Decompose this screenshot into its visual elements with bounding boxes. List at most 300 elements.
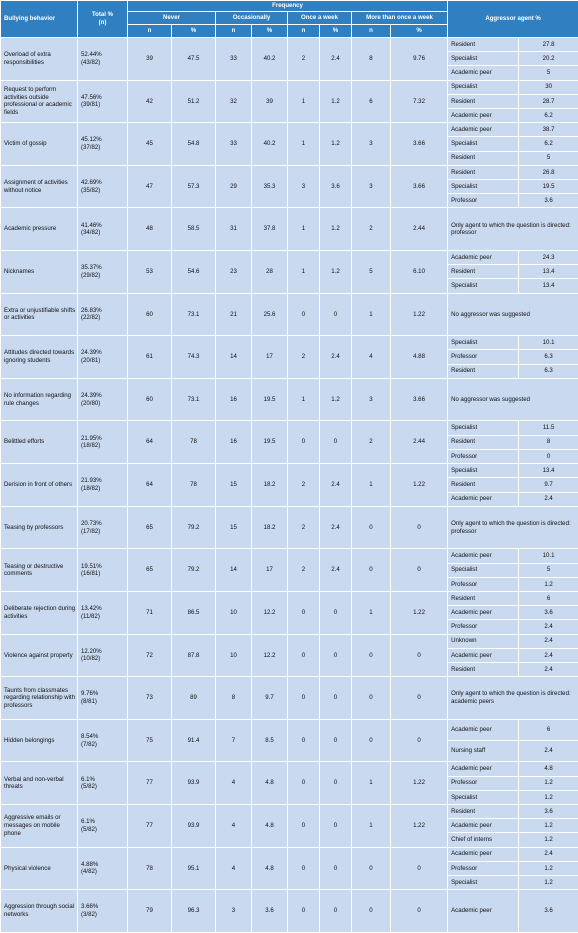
agent-name: Professor	[448, 861, 519, 875]
header-mw-pct: %	[391, 25, 448, 38]
agent-name: Resident	[448, 94, 519, 108]
row-mw-n: 0	[352, 506, 391, 549]
header-never-pct: %	[172, 25, 216, 38]
row-behavior: Teasing by professors	[1, 506, 78, 549]
row-total	[78, 80, 128, 123]
table-row	[1, 251, 578, 265]
header-ow-pct: %	[320, 25, 352, 38]
row-occ-p: 9.7	[252, 677, 288, 720]
row-never-p: 78	[172, 421, 216, 464]
row-behavior: Teasing or destructive comments	[1, 549, 78, 592]
row-behavior: Victim of gossip	[1, 123, 78, 166]
row-ow-n: 2	[288, 336, 320, 379]
agent-name: Specialist	[448, 336, 519, 350]
row-occ-n: 4	[216, 804, 252, 847]
row-occ-n: 10	[216, 591, 252, 634]
row-never-n: 64	[128, 464, 172, 507]
row-never-n: 47	[128, 165, 172, 208]
row-occ-p: 4.8	[252, 804, 288, 847]
row-total-pct: 9.76%	[81, 690, 126, 698]
row-ow-n: 0	[288, 847, 320, 890]
row-ow-n: 2	[288, 38, 320, 81]
agent-name: Specialist	[448, 464, 519, 478]
agent-name: Academic peer	[448, 109, 519, 123]
row-total-n: (11/82)	[81, 613, 126, 621]
agent-pct: 6	[519, 719, 578, 740]
agent-name: Specialist	[448, 563, 519, 577]
row-ow-p: 2.4	[320, 336, 352, 379]
header-frequency: Frequency	[128, 1, 448, 12]
row-never-p: 95.1	[172, 847, 216, 890]
agent-name: Academic peer	[448, 492, 519, 506]
agent-note: Only agent to which the question is directed: professor	[448, 208, 578, 251]
row-never-p: 57.3	[172, 165, 216, 208]
row-total	[78, 719, 128, 762]
row-behavior: Attitudes directed towards ignoring students	[1, 336, 78, 379]
row-ow-n: 0	[288, 591, 320, 634]
row-occ-p: 25.6	[252, 293, 288, 336]
header-occ-pct: %	[252, 25, 288, 38]
row-never-n: 48	[128, 208, 172, 251]
row-occ-n: 10	[216, 634, 252, 677]
row-ow-p: 0	[320, 719, 352, 762]
agent-name: Resident	[448, 38, 519, 52]
agent-pct: 2.4	[519, 620, 578, 634]
row-ow-n: 0	[288, 677, 320, 720]
row-total	[78, 591, 128, 634]
row-behavior: Belittled efforts	[1, 421, 78, 464]
agent-name: Specialist	[448, 52, 519, 66]
row-total-pct: 35.37%	[81, 264, 126, 272]
row-occ-p: 18.2	[252, 506, 288, 549]
row-ow-p: 0	[320, 421, 352, 464]
row-total	[78, 123, 128, 166]
agent-note: Only agent to which the question is directed: professor	[448, 506, 578, 549]
agent-name: Resident	[448, 165, 519, 179]
row-behavior: Taunts from classmates regarding relationship with professors	[1, 677, 78, 720]
row-mw-p: 4.88	[391, 336, 448, 379]
row-total-n: (43/82)	[81, 59, 126, 67]
agent-pct: 2.4	[519, 492, 578, 506]
agent-name: Resident	[448, 662, 519, 676]
row-mw-n: 3	[352, 378, 391, 421]
row-mw-n: 0	[352, 549, 391, 592]
row-occ-n: 31	[216, 208, 252, 251]
agent-pct: 1.2	[519, 790, 578, 804]
row-never-n: 79	[128, 890, 172, 933]
agent-name: Resident	[448, 151, 519, 165]
table-row	[1, 293, 578, 336]
agent-pct: 2.4	[519, 662, 578, 676]
row-ow-n: 1	[288, 80, 320, 123]
row-total-n: (37/82)	[81, 144, 126, 152]
agent-name: Resident	[448, 591, 519, 605]
row-occ-n: 15	[216, 464, 252, 507]
row-total-pct: 24.39%	[81, 349, 126, 357]
row-total-n: (4/82)	[81, 868, 126, 876]
row-total-n: (20/80)	[81, 400, 126, 408]
row-occ-n: 15	[216, 506, 252, 549]
agent-name: Academic peer	[448, 123, 519, 137]
row-total	[78, 208, 128, 251]
row-never-p: 73.1	[172, 293, 216, 336]
row-occ-n: 3	[216, 890, 252, 933]
agent-pct: 6.3	[519, 350, 578, 364]
row-occ-n: 29	[216, 165, 252, 208]
agent-name: Resident	[448, 364, 519, 378]
agent-pct: 26.8	[519, 165, 578, 179]
row-never-p: 79.2	[172, 549, 216, 592]
agent-name: Specialist	[448, 421, 519, 435]
row-ow-p: 1.2	[320, 80, 352, 123]
row-mw-n: 0	[352, 719, 391, 762]
row-occ-p: 40.2	[252, 38, 288, 81]
row-mw-n: 0	[352, 634, 391, 677]
row-ow-n: 3	[288, 165, 320, 208]
agent-pct: 24.3	[519, 251, 578, 265]
row-occ-n: 16	[216, 378, 252, 421]
row-total	[78, 762, 128, 805]
row-occ-n: 14	[216, 336, 252, 379]
agent-pct: 1.2	[519, 833, 578, 847]
row-mw-n: 8	[352, 38, 391, 81]
row-mw-p: 0	[391, 549, 448, 592]
row-mw-n: 5	[352, 251, 391, 294]
row-ow-p: 1.2	[320, 378, 352, 421]
row-occ-n: 8	[216, 677, 252, 720]
row-mw-p: 1.22	[391, 804, 448, 847]
row-mw-p: 3.66	[391, 378, 448, 421]
agent-pct: 6.2	[519, 137, 578, 151]
agent-pct: 3.6	[519, 804, 578, 818]
row-mw-p: 2.44	[391, 208, 448, 251]
row-total-pct: 6.1%	[81, 818, 126, 826]
row-total	[78, 549, 128, 592]
header-total	[78, 1, 128, 38]
row-total-n: (18/82)	[81, 485, 126, 493]
row-total-n: (16/81)	[81, 570, 126, 578]
row-total-pct: 6.1%	[81, 776, 126, 784]
row-occ-p: 40.2	[252, 123, 288, 166]
row-never-n: 42	[128, 80, 172, 123]
agent-name: Specialist	[448, 180, 519, 194]
row-occ-p: 19.5	[252, 421, 288, 464]
row-never-p: 96.3	[172, 890, 216, 933]
row-behavior: Academic pressure	[1, 208, 78, 251]
row-total-n: (8/81)	[81, 698, 126, 706]
agent-name: Resident	[448, 804, 519, 818]
row-mw-n: 2	[352, 208, 391, 251]
row-total	[78, 847, 128, 890]
row-total	[78, 464, 128, 507]
table-row	[1, 591, 578, 605]
row-occ-n: 7	[216, 719, 252, 762]
agent-name: Specialist	[448, 137, 519, 151]
agent-pct: 1.2	[519, 776, 578, 790]
row-never-p: 86.5	[172, 591, 216, 634]
agent-pct: 9.7	[519, 478, 578, 492]
row-total	[78, 336, 128, 379]
table-row	[1, 634, 578, 648]
row-total-pct: 21.95%	[81, 435, 126, 443]
table-row	[1, 38, 578, 52]
row-ow-n: 2	[288, 464, 320, 507]
row-mw-p: 1.22	[391, 762, 448, 805]
table-body	[1, 38, 578, 933]
row-ow-p: 0	[320, 890, 352, 933]
row-ow-p: 0	[320, 847, 352, 890]
agent-name: Professor	[448, 194, 519, 208]
agent-name: Academic peer	[448, 762, 519, 776]
row-total-pct: 21.93%	[81, 477, 126, 485]
row-occ-p: 35.3	[252, 165, 288, 208]
row-occ-n: 4	[216, 847, 252, 890]
agent-name: Academic peer	[448, 819, 519, 833]
row-total-n: (35/82)	[81, 187, 126, 195]
row-occ-p: 12.2	[252, 634, 288, 677]
header-agent: Aggressor agent %	[448, 1, 578, 38]
row-occ-n: 14	[216, 549, 252, 592]
agent-note: No aggressor was suggested	[448, 293, 578, 336]
row-never-p: 51.2	[172, 80, 216, 123]
row-ow-p: 1.2	[320, 251, 352, 294]
row-mw-n: 1	[352, 804, 391, 847]
row-mw-p: 9.76	[391, 38, 448, 81]
row-behavior: Overload of extra responsibilities	[1, 38, 78, 81]
agent-pct: 1.2	[519, 861, 578, 875]
agent-name: Specialist	[448, 790, 519, 804]
table-row	[1, 549, 578, 563]
row-mw-n: 0	[352, 847, 391, 890]
row-mw-p: 3.66	[391, 123, 448, 166]
table-row	[1, 762, 578, 776]
agent-pct: 6.3	[519, 364, 578, 378]
row-ow-n: 0	[288, 762, 320, 805]
row-ow-n: 0	[288, 421, 320, 464]
row-occ-p: 17	[252, 549, 288, 592]
header-once-week: Once a week	[288, 12, 352, 25]
table-row	[1, 123, 578, 137]
header-occ-n: n	[216, 25, 252, 38]
row-total-n: (18/82)	[81, 442, 126, 450]
row-ow-n: 1	[288, 123, 320, 166]
header-occasionally: Occasionally	[216, 12, 288, 25]
row-occ-p: 12.2	[252, 591, 288, 634]
row-total	[78, 421, 128, 464]
row-never-n: 77	[128, 762, 172, 805]
table-row	[1, 804, 578, 818]
row-mw-p: 0	[391, 634, 448, 677]
row-mw-p: 1.22	[391, 293, 448, 336]
row-ow-p: 0	[320, 634, 352, 677]
row-never-n: 72	[128, 634, 172, 677]
row-total-n: (34/82)	[81, 229, 126, 237]
row-occ-n: 4	[216, 762, 252, 805]
row-total-pct: 41.46%	[81, 222, 126, 230]
row-behavior: Violence against property	[1, 634, 78, 677]
row-mw-n: 3	[352, 165, 391, 208]
agent-pct: 6	[519, 591, 578, 605]
row-total-pct: 20.73%	[81, 520, 126, 528]
row-total-pct: 3.66%	[81, 903, 126, 911]
agent-note: No aggressor was suggested	[448, 378, 578, 421]
row-never-p: 54.6	[172, 251, 216, 294]
row-never-p: 91.4	[172, 719, 216, 762]
header-total-n: (n)	[79, 19, 126, 27]
row-never-n: 53	[128, 251, 172, 294]
row-occ-n: 33	[216, 38, 252, 81]
row-occ-p: 19.5	[252, 378, 288, 421]
agent-pct: 13.4	[519, 464, 578, 478]
agent-pct: 5	[519, 66, 578, 80]
row-never-n: 65	[128, 549, 172, 592]
row-mw-n: 4	[352, 336, 391, 379]
row-ow-n: 0	[288, 634, 320, 677]
row-never-n: 61	[128, 336, 172, 379]
agent-pct: 3.6	[519, 606, 578, 620]
table-row	[1, 890, 578, 933]
agent-name: Professor	[448, 350, 519, 364]
row-ow-p: 0	[320, 293, 352, 336]
agent-name: Nursing staff	[448, 741, 519, 762]
row-behavior: Assignment of activities without notice	[1, 165, 78, 208]
row-total-pct: 42.69%	[81, 179, 126, 187]
row-behavior: Aggressive emails or messages on mobile phone	[1, 804, 78, 847]
row-total-n: (7/82)	[81, 741, 126, 749]
row-mw-n: 3	[352, 123, 391, 166]
agent-pct: 20.2	[519, 52, 578, 66]
row-occ-p: 37.8	[252, 208, 288, 251]
row-total-n: (39/81)	[81, 101, 126, 109]
row-mw-n: 0	[352, 677, 391, 720]
row-ow-p: 2.4	[320, 549, 352, 592]
row-never-n: 71	[128, 591, 172, 634]
row-never-n: 78	[128, 847, 172, 890]
row-total-pct: 52.44%	[81, 51, 126, 59]
row-ow-p: 2.4	[320, 506, 352, 549]
agent-pct: 1.2	[519, 819, 578, 833]
agent-name: Academic peer	[448, 890, 519, 933]
agent-pct: 28.7	[519, 94, 578, 108]
agent-name: Academic peer	[448, 251, 519, 265]
table-row	[1, 378, 578, 421]
row-mw-p: 0	[391, 677, 448, 720]
row-mw-n: 1	[352, 293, 391, 336]
row-mw-p: 0	[391, 847, 448, 890]
row-mw-p: 0	[391, 890, 448, 933]
header-ow-n: n	[288, 25, 320, 38]
agent-pct: 5	[519, 151, 578, 165]
row-ow-n: 1	[288, 378, 320, 421]
table-row	[1, 208, 578, 251]
row-ow-n: 2	[288, 549, 320, 592]
agent-name: Unknown	[448, 634, 519, 648]
agent-name: Specialist	[448, 875, 519, 889]
row-total-pct: 24.39%	[81, 392, 126, 400]
row-mw-p: 0	[391, 506, 448, 549]
row-behavior: Hidden belongings	[1, 719, 78, 762]
row-never-n: 75	[128, 719, 172, 762]
agent-name: Chief of interns	[448, 833, 519, 847]
row-total-pct: 4.88%	[81, 861, 126, 869]
row-behavior: Derision in front of others	[1, 464, 78, 507]
row-ow-p: 3.6	[320, 165, 352, 208]
agent-pct: 19.5	[519, 180, 578, 194]
row-occ-n: 16	[216, 421, 252, 464]
agent-pct: 10.1	[519, 336, 578, 350]
row-never-n: 65	[128, 506, 172, 549]
row-mw-n: 1	[352, 762, 391, 805]
agent-pct: 2.4	[519, 634, 578, 648]
row-mw-p: 2.44	[391, 421, 448, 464]
row-never-n: 60	[128, 378, 172, 421]
table-row	[1, 80, 578, 94]
row-behavior: No information regarding rule changes	[1, 378, 78, 421]
row-occ-n: 32	[216, 80, 252, 123]
agent-name: Academic peer	[448, 719, 519, 740]
agent-pct: 4.8	[519, 762, 578, 776]
row-total-n: (20/81)	[81, 357, 126, 365]
table-row	[1, 421, 578, 435]
agent-pct: 8	[519, 435, 578, 449]
row-never-p: 47.5	[172, 38, 216, 81]
row-total	[78, 251, 128, 294]
row-never-p: 79.2	[172, 506, 216, 549]
agent-name: Academic peer	[448, 648, 519, 662]
agent-pct: 2.4	[519, 648, 578, 662]
table-row	[1, 464, 578, 478]
row-total	[78, 677, 128, 720]
row-ow-n: 1	[288, 251, 320, 294]
table-row	[1, 165, 578, 179]
agent-name: Resident	[448, 265, 519, 279]
row-mw-n: 2	[352, 421, 391, 464]
agent-pct: 1.2	[519, 577, 578, 591]
agent-pct: 0	[519, 449, 578, 463]
header-mw-n: n	[352, 25, 391, 38]
agent-name: Professor	[448, 449, 519, 463]
row-mw-n: 6	[352, 80, 391, 123]
row-mw-p: 1.22	[391, 591, 448, 634]
table-row	[1, 336, 578, 350]
row-never-n: 39	[128, 38, 172, 81]
agent-pct: 27.8	[519, 38, 578, 52]
row-total	[78, 804, 128, 847]
row-behavior: Request to perform activities outside professional or academic fields	[1, 80, 78, 123]
agent-name: Specialist	[448, 279, 519, 293]
row-never-p: 73.1	[172, 378, 216, 421]
row-total-pct: 26.83%	[81, 307, 126, 315]
row-ow-n: 0	[288, 293, 320, 336]
row-behavior: Aggression through social networks	[1, 890, 78, 933]
row-total-pct: 45.12%	[81, 136, 126, 144]
row-behavior: Nicknames	[1, 251, 78, 294]
row-ow-n: 0	[288, 890, 320, 933]
row-never-p: 78	[172, 464, 216, 507]
row-behavior: Deliberate rejection during activities	[1, 591, 78, 634]
row-never-p: 93.9	[172, 804, 216, 847]
agent-name: Academic peer	[448, 847, 519, 861]
agent-name: Specialist	[448, 80, 519, 94]
row-occ-p: 39	[252, 80, 288, 123]
row-total-pct: 19.51%	[81, 563, 126, 571]
table-row	[1, 719, 578, 740]
row-ow-n: 0	[288, 804, 320, 847]
row-total-n: (29/82)	[81, 272, 126, 280]
row-total	[78, 890, 128, 933]
header-never: Never	[128, 12, 216, 25]
header-never-n: n	[128, 25, 172, 38]
